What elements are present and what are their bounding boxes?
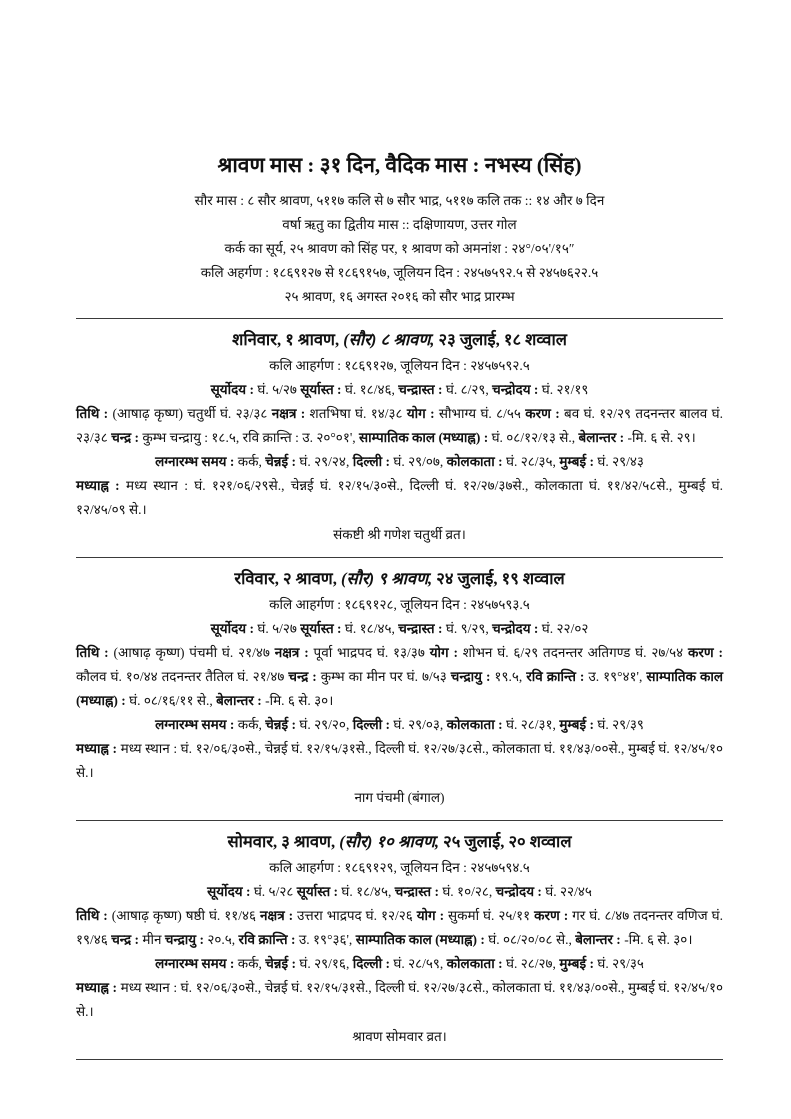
header-divider: [76, 318, 723, 319]
header-saur-bhadra-line: २५ श्रावण, १६ अगस्त २०१६ को सौर भाद्र प्रारम्भ: [284, 289, 515, 304]
sunrise-sunset-line: सूर्योदय : घं. ५/२७ सूर्यास्त : घं. १८/४६, चन्द्रास्त : घं. ८/२९, चन्द्रोदय : घं. २१/१९: [210, 382, 589, 397]
header-surya-amnansh-line: कर्क का सूर्य, २५ श्रावण को सिंह पर, १ श्रावण को अमनांश : २४°/०५'/१५″: [224, 241, 575, 256]
day-section-sunday: [76, 565, 723, 811]
madhyahna-line: मध्याह्न : मध्य स्थान : घं. १२/०६/३०से., चेन्नई घं. १२/१५/३१से., दिल्ली घं. १२/२७/३८से., कोलकाता घं. ११/४३/००से., मुम्बई घं. १२/४५/१० से.।: [76, 741, 723, 780]
kali-ahargan-line: कलि आहर्गण : १८६९१२९, जूलियन दिन : २४५७५९४.५: [269, 860, 530, 875]
tithi-nakshatra-line: तिथि : (आषाढ़ कृष्ण) चतुर्थी घं. २३/३८ नक्षत्र : शतभिषा घं. १४/३८ योग : सौभाग्य घं. ८/५५ करण : बव घं. १२/२९ तदनन्तर बालव घं. २३/३८ चन्द्र : कुम्भ चन्द्रायु : १८.५, रवि क्रान्ति : उ. २०°०१', साम्पातिक काल (मध्याह्न) : घं. ०८/१२/१३ से., बेलान्तर : -मि. ६ से. २९।: [76, 406, 723, 445]
section-divider-2: [76, 820, 723, 821]
day-heading: रविवार, २ श्रावण, (सौर) ९ श्रावण, २४ जुलाई, १९ शव्वाल: [234, 569, 565, 588]
day-section-monday: [76, 828, 723, 1050]
bottom-divider: [76, 1059, 723, 1060]
day-heading: शनिवार, १ श्रावण, (सौर) ८ श्रावण, २३ जुलाई, १८ शव्वाल: [232, 330, 567, 349]
madhyahna-line: मध्याह्न : मध्य स्थान : घं. १२१/०६/२९से., चेन्नई घं. १२/१५/३०से., दिल्ली घं. १२/२७/३७से., कोलकाता घं. ११/४२/५८से., मुम्बई घं. १२/४५/०९ से.।: [76, 478, 723, 517]
day-heading: सोमवार, ३ श्रावण, (सौर) १० श्रावण, २५ जुलाई, २० शव्वाल: [227, 832, 572, 851]
festival-line: नाग पंचमी (बंगाल): [354, 790, 445, 805]
header-saur-mas-line: सौर मास : ८ सौर श्रावण, ५११७ कलि से ७ सौर भाद्र, ५११७ कलि तक :: १४ और ७ दिन: [194, 193, 605, 208]
festival-line: श्रावण सोमवार व्रत।: [352, 1029, 447, 1044]
tithi-nakshatra-line: तिथि : (आषाढ़ कृष्ण) पंचमी घं. २१/४७ नक्षत्र : पूर्वा भाद्रपद घं. १३/३७ योग : शोभन घं. ६/२९ तदनन्तर अतिगण्ड घं. २७/५४ करण : कौलव घं. १०/४४ तदनन्तर तैतिल घं. २१/४७ चन्द्र : कुम्भ का मीन पर घं. ७/५३ चन्द्रायु : १९.५, रवि क्रान्ति : उ. १९°४१', साम्पातिक काल (मध्याह्न) : घं. ०८/१६/११ से., बेलान्तर : -मि. ६ से. ३०।: [76, 645, 723, 708]
lagna-line: लग्नारम्भ समय : कर्क, चेन्नई : घं. २९/१६, दिल्ली : घं. २८/५९, कोलकाता : घं. २८/२७, मुम्बई : घं. २९/३५: [155, 956, 644, 971]
page-title: श्रावण मास : ३१ दिन, वैदिक मास : नभस्य (सिंह): [217, 153, 582, 177]
sunrise-sunset-line: सूर्योदय : घं. ५/२८ सूर्यास्त : घं. १८/४५, चन्द्रास्त : घं. १०/२८, चन्द्रोदय : घं. २२/४५: [207, 884, 592, 899]
tithi-nakshatra-line: तिथि : (आषाढ़ कृष्ण) षष्ठी घं. ११/४६ नक्षत्र : उत्तरा भाद्रपद घं. १२/२६ योग : सुकर्मा घं. २५/११ करण : गर घं. ८/४७ तदनन्तर वणिज घं. १९/४६ चन्द्र : मीन चन्द्रायु : २०.५, रवि क्रान्ति : उ. १९°३६', साम्पातिक काल (मध्याह्न) : घं. ०८/२०/०८ से., बेलान्तर : -मि. ६ से. ३०।: [76, 908, 723, 947]
sunrise-sunset-line: सूर्योदय : घं. ५/२७ सूर्यास्त : घं. १८/४५, चन्द्रास्त : घं. ९/२९, चन्द्रोदय : घं. २२/०२: [210, 621, 589, 636]
lagna-line: लग्नारम्भ समय : कर्क, चेन्नई : घं. २९/२४, दिल्ली : घं. २९/०७, कोलकाता : घं. २८/३५, मुम्बई : घं. २९/४३: [155, 454, 644, 469]
section-divider-1: [76, 557, 723, 558]
header-kali-ahargan-line: कलि अहर्गण : १८६९१२७ से १८६९१५७, जूलियन दिन : २४५७५९२.५ से २४५७६२२.५: [200, 265, 599, 280]
lagna-line: लग्नारम्भ समय : कर्क, चेन्नई : घं. २९/२०, दिल्ली : घं. २९/०३, कोलकाता : घं. २८/३१, मुम्बई : घं. २९/३९: [155, 717, 644, 732]
festival-line: संकष्टी श्री गणेश चतुर्थी व्रत।: [333, 527, 466, 542]
kali-ahargan-line: कलि आहर्गण : १८६९१२७, जूलियन दिन : २४५७५९२.५: [269, 358, 530, 373]
header-ritu-line: वर्षा ऋतु का द्वितीय मास :: दक्षिणायण, उत्तर गोल: [282, 217, 517, 232]
day-section-saturday: [76, 326, 723, 548]
kali-ahargan-line: कलि आहर्गण : १८६९१२८, जूलियन दिन : २४५७५९३.५: [269, 597, 530, 612]
madhyahna-line: मध्याह्न : मध्य स्थान : घं. १२/०६/३०से., चेन्नई घं. १२/१५/३१से., दिल्ली घं. १२/२७/३८से., कोलकाता घं. ११/४३/००से., मुम्बई घं. १२/४५/१० से.।: [76, 980, 723, 1019]
